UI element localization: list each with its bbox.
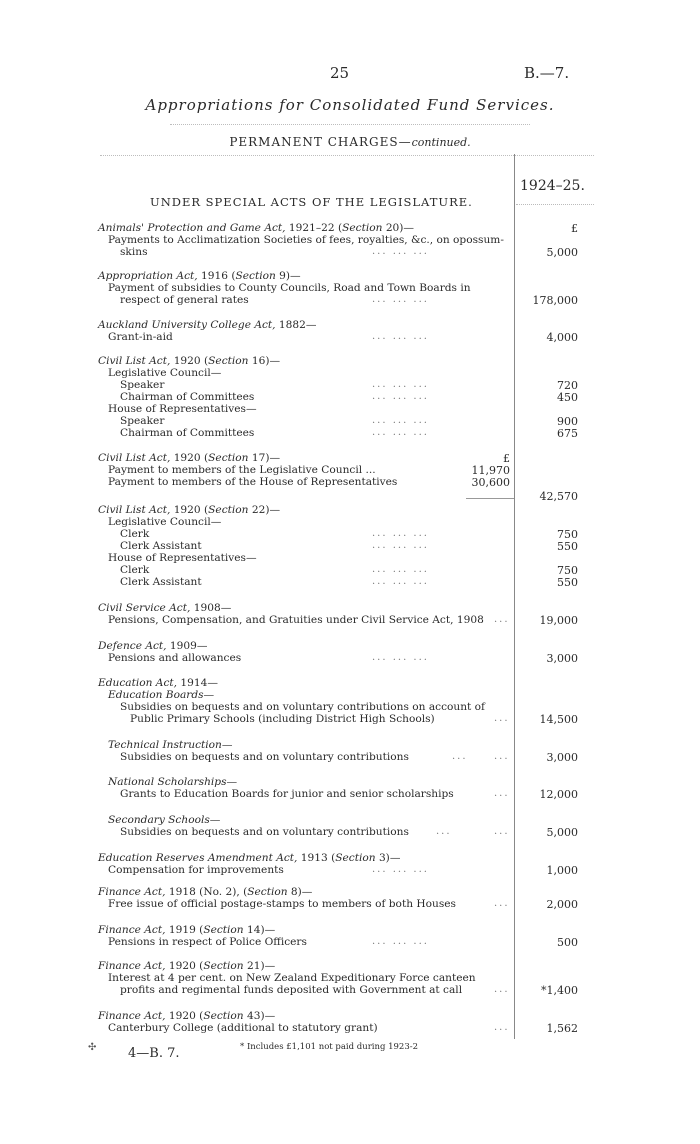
item-line: Clerk [120, 564, 150, 576]
item-line: Payment to members of the House of Representatives [108, 476, 398, 488]
act-heading: Appropriation Act, 1916 (Section 9)— [98, 270, 301, 282]
amount: 720 [557, 379, 578, 392]
act-heading: Civil List Act, 1920 (Section 22)— [98, 504, 281, 516]
sub-amount: 30,600 [471, 476, 510, 489]
sub-heading: National Scholarships— [108, 776, 238, 788]
item-line: Canterbury College (additional to statutory grant) [108, 1022, 378, 1034]
page-number: 25 [330, 64, 350, 82]
amount: 1,562 [546, 1022, 578, 1035]
amount: 5,000 [546, 826, 578, 839]
amount: 675 [557, 427, 578, 440]
amount: 750 [557, 564, 578, 577]
act-heading: Education Reserves Amendment Act, 1913 (Section 3)— [98, 852, 401, 864]
item-line: Pensions in respect of Police Officers [108, 936, 307, 948]
leader-dots: ... [494, 898, 510, 909]
leader-dots: ... ... ... [372, 528, 429, 539]
leader-dots: ... ... ... [372, 652, 429, 663]
item-line: Subsidies on bequests and on voluntary contributions on account of [120, 701, 485, 713]
leader-dots: ... [436, 826, 452, 837]
signature-mark: 4—B. 7. [128, 1046, 180, 1061]
leader-dots: ... ... ... [372, 331, 429, 342]
item-line: Chairman of Committees [120, 391, 255, 403]
act-heading: Civil Service Act, 1908— [98, 602, 232, 614]
amount: 500 [557, 936, 578, 949]
amount: 750 [557, 528, 578, 541]
year-column-heading: 1924–25. [520, 178, 585, 194]
item-line: Legislative Council— [108, 367, 222, 379]
leader-dots: ... ... ... [372, 415, 429, 426]
leader-dots: ... ... ... [372, 864, 429, 875]
item-line: Clerk [120, 528, 150, 540]
item-line: Interest at 4 per cent. on New Zealand Expeditionary Force canteen [108, 972, 476, 984]
leader-dots: ... ... ... [372, 936, 429, 947]
item-line: Grant-in-aid [108, 331, 173, 343]
item-line: Speaker [120, 379, 165, 391]
title-rule [170, 124, 530, 125]
act-heading: Education Act, 1914— [98, 677, 218, 689]
subheading-rule [100, 155, 594, 156]
item-line: Pensions, Compensation, and Gratuities under Civil Service Act, 1908 [108, 614, 484, 626]
leader-dots: ... [494, 826, 510, 837]
currency-symbol: £ [503, 452, 510, 465]
leader-dots: ... [494, 614, 510, 625]
item-line: Compensation for improvements [108, 864, 284, 876]
currency-symbol: £ [571, 222, 578, 235]
act-heading: Civil List Act, 1920 (Section 16)— [98, 355, 281, 367]
amount-column-divider [514, 154, 515, 1039]
amount: 14,500 [539, 713, 578, 726]
item-line: respect of general rates [120, 294, 249, 306]
leader-dots: ... ... ... [372, 576, 429, 587]
amount: 4,000 [546, 331, 578, 344]
act-heading: Finance Act, 1920 (Section 21)— [98, 960, 276, 972]
amount: 1,000 [546, 864, 578, 877]
act-heading: Finance Act, 1918 (No. 2), (Section 8)— [98, 886, 313, 898]
amount: 2,000 [546, 898, 578, 911]
item-line: Free issue of official postage-stamps to members of both Houses [108, 898, 456, 910]
section-heading: UNDER SPECIAL ACTS OF THE LEGISLATURE. [150, 195, 473, 209]
item-line: Subsidies on bequests and on voluntary contributions [120, 751, 409, 763]
act-heading: Finance Act, 1919 (Section 14)— [98, 924, 276, 936]
sub-amount: 11,970 [471, 464, 510, 477]
amount: 450 [557, 391, 578, 404]
amount: 12,000 [539, 788, 578, 801]
act-heading: Civil List Act, 1920 (Section 17)— [98, 452, 281, 464]
item-line: Clerk Assistant [120, 576, 202, 588]
footnote: * Includes £1,101 not paid during 1923-2 [240, 1042, 419, 1052]
year-heading-rule [516, 204, 594, 205]
leader-dots: ... ... ... [372, 564, 429, 575]
item-line: Public Primary Schools (including District High Schools) [130, 713, 435, 725]
page-subheading [0, 135, 700, 149]
amount: 900 [557, 415, 578, 428]
act-heading: Defence Act, 1909— [98, 640, 208, 652]
leader-dots: ... [494, 1022, 510, 1033]
leader-dots: ... ... ... [372, 294, 429, 305]
item-line: Legislative Council— [108, 516, 222, 528]
leader-dots: ... [494, 713, 510, 724]
leader-dots: ... ... ... [372, 427, 429, 438]
leader-dots: ... [494, 788, 510, 799]
amount: 178,000 [532, 294, 578, 307]
sub-heading: Education Boards— [108, 689, 215, 701]
printer-mark-icon: ✣ [88, 1042, 97, 1053]
act-heading: Finance Act, 1920 (Section 43)— [98, 1010, 276, 1022]
leader-dots: ... [452, 751, 468, 762]
amount: 550 [557, 540, 578, 553]
amount: 19,000 [539, 614, 578, 627]
subheading-main: PERMANENT CHARGES— [229, 135, 412, 149]
item-line: Payment of subsidies to County Councils, Road and Town Boards in [108, 282, 471, 294]
item-line: House of Representatives— [108, 403, 257, 415]
leader-dots: ... [494, 984, 510, 995]
page-title: Appropriations for Consolidated Fund Services. [145, 96, 555, 114]
item-line: Grants to Education Boards for junior and senior scholarships [120, 788, 454, 800]
leader-dots: ... ... ... [372, 391, 429, 402]
subtotal-rule [466, 498, 514, 499]
act-heading: Auckland University College Act, 1882— [98, 319, 317, 331]
leader-dots: ... [494, 751, 510, 762]
item-line: Clerk Assistant [120, 540, 202, 552]
item-line: skins [120, 246, 148, 258]
leader-dots: ... ... ... [372, 246, 429, 257]
leader-dots: ... ... ... [372, 540, 429, 551]
amount: 3,000 [546, 751, 578, 764]
amount: 550 [557, 576, 578, 589]
act-heading: Animals' Protection and Game Act, 1921–22 (Section 20)— [98, 222, 415, 234]
item-line: Chairman of Committees [120, 427, 255, 439]
item-line: Payments to Acclimatization Societies of fees, royalties, &c., on opossum- [108, 234, 504, 246]
sub-heading: Secondary Schools— [108, 814, 221, 826]
amount: *1,400 [541, 984, 578, 997]
sub-heading: Technical Instruction— [108, 739, 233, 751]
document-reference: B.—7. [524, 64, 570, 82]
item-line: Speaker [120, 415, 165, 427]
item-line: Subsidies on bequests and on voluntary contributions [120, 826, 409, 838]
amount: 42,570 [539, 490, 578, 503]
amount: 3,000 [546, 652, 578, 665]
amount: 5,000 [546, 246, 578, 259]
subheading-suffix: continued. [411, 136, 471, 149]
item-line: profits and regimental funds deposited with Government at call [120, 984, 463, 996]
item-line: Payment to members of the Legislative Council ... [108, 464, 376, 476]
item-line: Pensions and allowances [108, 652, 242, 664]
leader-dots: ... ... ... [372, 379, 429, 390]
item-line: House of Representatives— [108, 552, 257, 564]
